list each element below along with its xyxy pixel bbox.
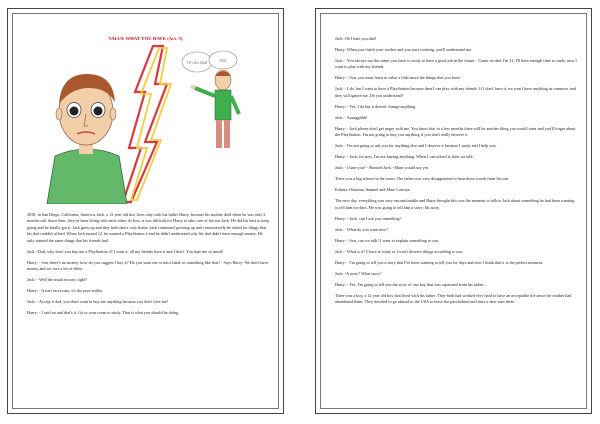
right-page <box>315 8 592 414</box>
speech-bubble-left <box>182 52 212 72</box>
paragraph: Harry: - Jack please don't get angry with me. You know that in a few months there will be another thing you would want and you'll forget about the PlayStation. I'm not going to buy you anything if you don't really deserve it. <box>335 125 576 138</box>
speech-bubble-left-text: I'm so sad <box>186 60 208 65</box>
left-page-text <box>27 212 270 321</box>
right-page-text <box>335 36 578 310</box>
story-illustration <box>27 44 275 204</box>
paragraph: There was a boy, a 12 year old boy that lived with his father. They both had worked very hard to have an acceptable life since the mother had abandoned them. They decided to go abroad to the USA to leave the past behind and have a new start there. <box>335 292 572 305</box>
father-figure <box>191 70 239 148</box>
left-page-frame <box>12 13 279 409</box>
boy-figure <box>47 74 127 204</box>
speech-bubble-right-text: No! <box>219 58 227 63</box>
paragraph: There was a big silence in the room. The father was very disappointed to hear those words from his son. <box>335 176 510 182</box>
right-page-frame <box>320 13 587 409</box>
speech-bubble-right <box>209 51 237 69</box>
paragraph: The next day, everything was very uncomfortable and Harry thought this was the moment to talk to Jack about something he had been wanting to tell him for days. He was going to tell him a story: his story. <box>335 198 575 210</box>
paragraph: Jack: - You always say the same; you have to study to have a good job in the future... Come on dad, I'm 12, I'll have enough time to study, now I want to play with my friends. <box>335 58 577 70</box>
paragraph: Jack: -A story? What story? <box>335 270 382 276</box>
paragraph: Harry: - Jack, for now, I'm not buying anything. When I can afford it, then we talk. <box>335 154 474 160</box>
paragraph: Erdaitz, Omaima, Samuel and Marc Larroya <box>335 187 410 193</box>
paragraph: Harry: - Yes, I do but it doesn't change anything. <box>335 103 417 109</box>
paragraph: Jack: - I'm not going to ask you for anything else and I deserve it because I study and I help you. <box>335 143 497 149</box>
paragraph: Harry: - I said no and that's it. Go to your room to study. That is what you should be doing. <box>27 310 180 316</box>
paragraph: 2058, in San Diego, California, America, Jack, a 12 year old kid, lives only with his father Harry, because his mother died when he was only 2 months old. Since then, they've been living with each other. At first, it was difficult for Harry to take care of his son Jack. He did his best to keep going and he finally got it. Jack grew up and they both had a cosy home. Jack continued growing up and consecutively he asked for things that his dad couldn't afford. When Jack turned 12, he wanted a PlayStation 4 and he didn't understand why his dad didn't have enough money. He only wanted the same things that his friends had. <box>27 212 270 243</box>
paragraph: Jack: Oh I hate you dad! <box>335 36 377 41</box>
paragraph: Harry: - It isn't an excuse, it's the pure reality. <box>27 288 104 294</box>
paragraph: Harry: When you finish your studies and you start working, you'll understand me. <box>335 47 472 52</box>
paragraph: Jack: - I do, but I want to have a PlayStation because then I can play with my friends. If I don't have it, we won't have anything in common, and they will ignore me. Do you understand? <box>335 86 576 98</box>
paragraph: Jack: - Accept it dad, you don't want to buy me anything because you don't love me! <box>27 299 169 305</box>
document-title: VALUE WHAT YOU HAVE (Act. 5) <box>108 36 183 41</box>
paragraph: Harry: - Yes. I'm going to tell you the story of one boy that was separated from his father... <box>335 281 487 287</box>
paragraph: Jack: - What is it? I have to study or I won't deserve things according to you. <box>335 248 464 254</box>
paragraph: Harry: - I'm going to tell you a story that I've been wanting to tell you for days and now I think that it is the perfect moment. <box>335 259 544 265</box>
left-page <box>7 8 284 414</box>
paragraph: Harry: - Son, there's no money, how do you suggest I buy it? Do you want me to rob a bank or something like that? - Says Harry- We don't have money and we owe a lot of debts. <box>27 259 269 272</box>
paragraph: Jack: - What do you want now? <box>335 226 388 232</box>
paragraph: Harry: - Jack, can I ask you something? <box>335 215 402 221</box>
paragraph: Jack: - Well the usual excuse, right? <box>27 277 88 283</box>
paragraph: Jack: - I hate you! - Shouted Jack - Mum would say yes. <box>335 165 430 171</box>
paragraph: Jack: -Dad, why don't you buy me a PlayStation 4? I want it, all my friends have it and I don't. You hate me so much! <box>27 248 224 254</box>
paragraph: Jack: - Aaaagghhh! <box>335 114 368 120</box>
paragraph: Harry: - Son, can we talk? I want to explain something to you. <box>335 237 440 243</box>
paragraph: Harry: - Son, you must learn to value a little more the things that you have. <box>335 75 461 81</box>
